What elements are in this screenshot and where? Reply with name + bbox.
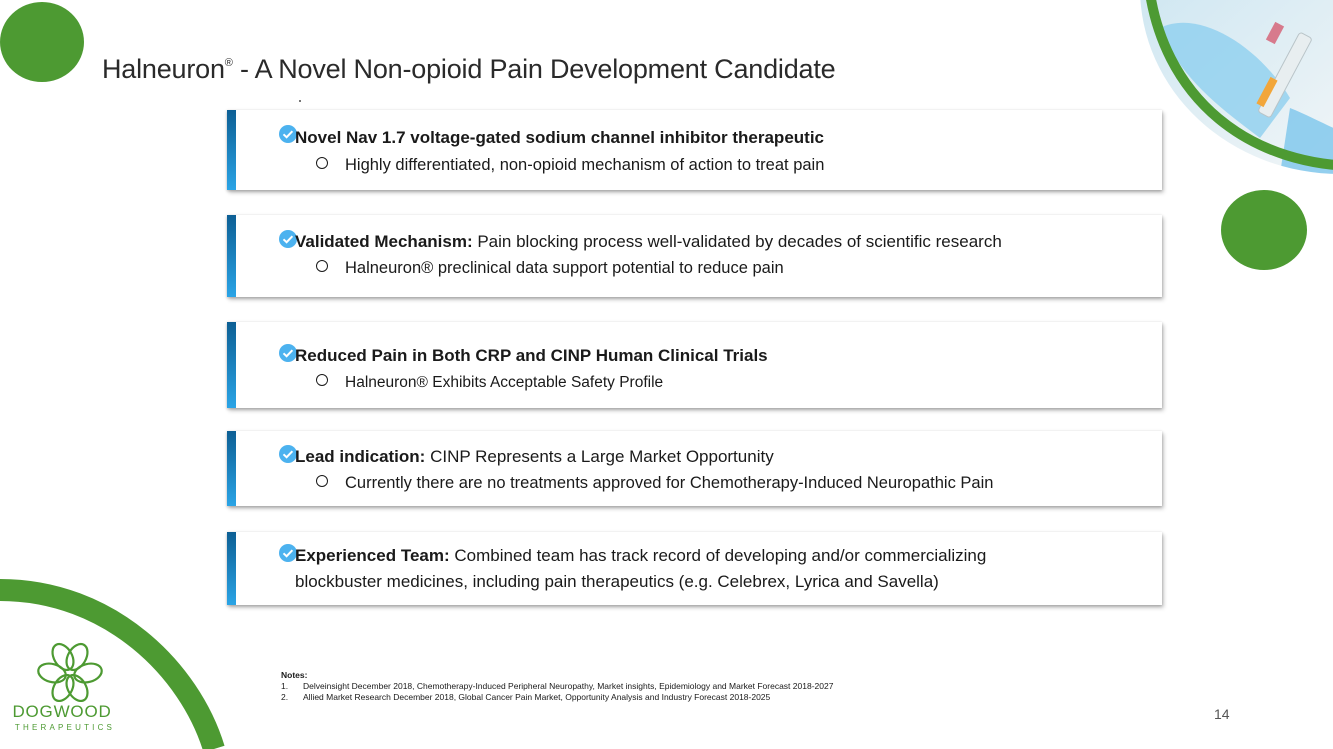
hollow-circle-bullet-icon bbox=[316, 157, 328, 169]
dogwood-flower-icon bbox=[0, 640, 140, 702]
green-circle-right bbox=[1221, 190, 1307, 270]
hollow-circle-bullet-icon bbox=[316, 475, 328, 487]
footnote-item: 1. Delveinsight December 2018, Chemotherapy-Induced Peripheral Neuropathy, Market insights, Epidemiology and Market Forecast 2018-2027 bbox=[281, 681, 834, 691]
footnote-item: 2. Allied Market Research December 2018, Global Cancer Pain Market, Opportunity Analysis and Industry Forecast 2018-2025 bbox=[281, 692, 771, 702]
page-title: Halneuron® - A Novel Non-opioid Pain Development Candidate bbox=[102, 54, 836, 84]
logo-wordmark: DOGWOOD bbox=[12, 702, 112, 721]
footnotes bbox=[281, 670, 833, 703]
card-validated-mechanism bbox=[227, 215, 1162, 297]
green-arc-bottom-left bbox=[0, 0, 260, 749]
card-heading: Novel Nav 1.7 voltage-gated sodium channel inhibitor therapeutic bbox=[295, 128, 824, 147]
card-heading: Lead indication: CINP Represents a Large Market Opportunity bbox=[295, 447, 774, 466]
syringe-photo bbox=[1140, 0, 1333, 174]
card-reduced-pain bbox=[227, 322, 1162, 408]
stray-dot bbox=[299, 100, 301, 102]
card-heading: Reduced Pain in Both CRP and CINP Human Clinical Trials bbox=[295, 346, 768, 365]
card-sub-bullet: Halneuron® Exhibits Acceptable Safety Profile bbox=[316, 374, 663, 392]
card-sub-bullet: Currently there are no treatments approved for Chemotherapy-Induced Neuropathic Pain bbox=[316, 474, 993, 493]
card-heading: Experienced Team: Combined team has track record of developing and/or commercializing bbox=[295, 546, 987, 565]
hollow-circle-bullet-icon bbox=[316, 260, 328, 272]
card-sub-bullet: Highly differentiated, non-opioid mechanism of action to treat pain bbox=[316, 156, 824, 175]
hollow-circle-bullet-icon bbox=[316, 374, 328, 386]
logo-tagline: THERAPEUTICS bbox=[14, 723, 116, 732]
page-number: 14 bbox=[1214, 706, 1230, 722]
card-heading: Validated Mechanism: Pain blocking process well-validated by decades of scientific research bbox=[295, 232, 1002, 251]
card-heading-line2: blockbuster medicines, including pain therapeutics (e.g. Celebrex, Lyrica and Savella) bbox=[295, 572, 939, 591]
notes-heading: Notes: bbox=[281, 670, 308, 680]
card-novel-nav bbox=[227, 110, 1162, 190]
card-lead-indication bbox=[227, 431, 1162, 506]
card-experienced-team bbox=[227, 532, 1162, 605]
card-sub-bullet: Halneuron® preclinical data support potential to reduce pain bbox=[316, 259, 784, 278]
